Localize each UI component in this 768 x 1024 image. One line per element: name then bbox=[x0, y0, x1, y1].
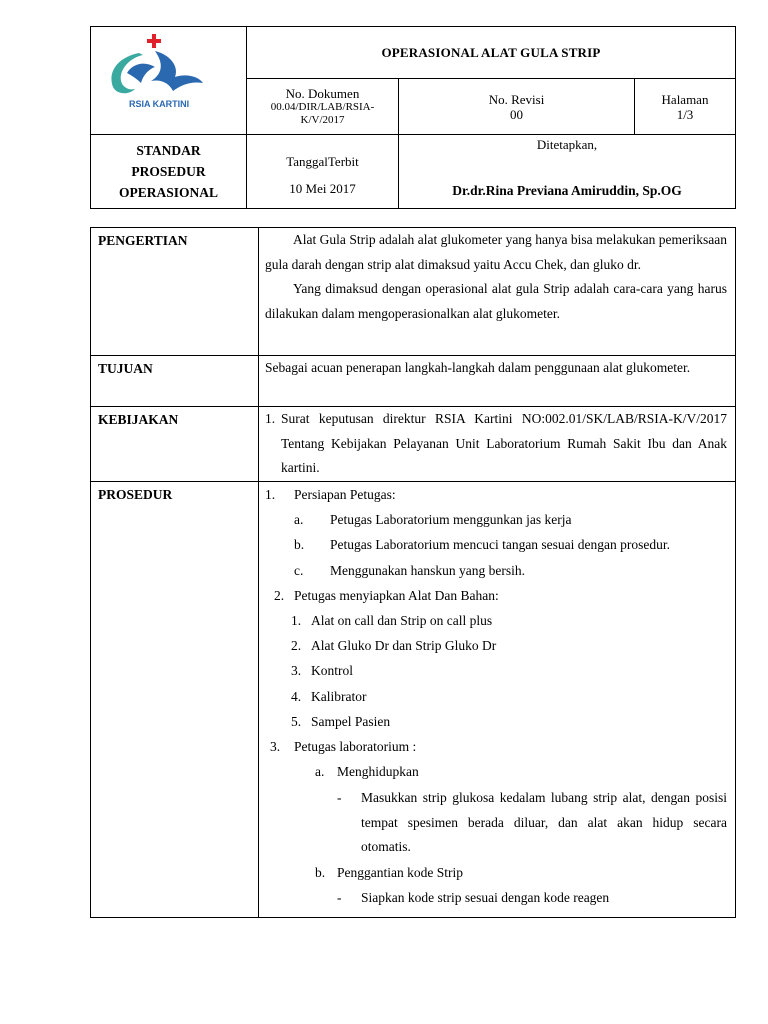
definition-label: PENGERTIAN bbox=[91, 228, 259, 356]
procedure-label: PROSEDUR bbox=[91, 482, 259, 918]
step-2-item-text: Alat on call dan Strip on call plus bbox=[311, 612, 493, 628]
step-2-item-text: Kalibrator bbox=[311, 688, 367, 704]
step-3-sub-a-dash: - bbox=[337, 790, 342, 806]
step-2-item bbox=[265, 633, 727, 658]
signatory-name: Dr.dr.Rina Previana Amiruddin, Sp.OG bbox=[452, 183, 682, 198]
step-2-item bbox=[265, 709, 727, 734]
definition-paragraph-1: Alat Gula Strip adalah alat glukometer yang hanya bisa melakukan pemeriksaan gula darah dengan strip alat dimaksud yaitu Accu Chek, dan gluko dr. bbox=[265, 232, 727, 272]
policy-content bbox=[259, 407, 736, 482]
step-3-sub-b-mark: b. bbox=[315, 864, 326, 880]
purpose-label: TUJUAN bbox=[91, 356, 259, 407]
step-1-item-mark: b. bbox=[294, 537, 305, 553]
step-2-item-mark: 1. bbox=[291, 612, 302, 628]
page-value: 1/3 bbox=[676, 106, 694, 122]
step-2-item-text: Sampel Pasien bbox=[311, 713, 391, 729]
step-1-item bbox=[265, 558, 727, 583]
step-1-item bbox=[265, 532, 727, 557]
policy-label: KEBIJAKAN bbox=[91, 407, 259, 482]
step-1-title: Persiapan Petugas: bbox=[294, 487, 396, 502]
step-2-number: 2. bbox=[274, 587, 285, 603]
revision-value: 00 bbox=[510, 106, 523, 122]
step-3-sub-a-text: Masukkan strip glukosa kedalam lubang strip alat, dengan posisi tempat spesimen berada diluar, dan alat akan hidup secara otomatis. bbox=[361, 790, 727, 855]
step-1-item-text: Petugas Laboratorium menggunkan jas kerja bbox=[330, 512, 572, 528]
issue-date-value: 10 Mei 2017 bbox=[289, 180, 356, 196]
policy-text: Surat keputusan direktur RSIA Kartini NO:002.01/SK/LAB/RSIA-K/V/2017 Tentang Kebijakan Pelayanan Unit Laboratorium Rumah Sakit Ibu dan Anak kartini. bbox=[281, 411, 727, 475]
sop-cell bbox=[91, 135, 247, 209]
definition-content bbox=[259, 228, 736, 356]
step-2-item bbox=[265, 608, 727, 633]
procedure-content bbox=[259, 482, 736, 918]
step-3-sub-a-title: Menghidupkan bbox=[337, 764, 419, 780]
step-3-sub-b bbox=[265, 860, 727, 885]
step-1 bbox=[265, 482, 727, 507]
sop-line3: OPERASIONAL bbox=[118, 185, 218, 200]
sop-line1: STANDAR bbox=[136, 143, 201, 158]
policy-number: 1. bbox=[265, 411, 276, 426]
step-3-sub-b-title: Penggantian kode Strip bbox=[337, 864, 463, 880]
step-1-number: 1. bbox=[265, 487, 276, 502]
step-1-item-text: Menggunakan hanskun yang bersih. bbox=[330, 562, 525, 578]
step-3-title: Petugas laboratorium : bbox=[294, 738, 417, 754]
sop-line2: PROSEDUR bbox=[131, 164, 206, 179]
step-2-item-text: Alat Gluko Dr dan Strip Gluko Dr bbox=[311, 638, 497, 654]
document-title: OPERASIONAL ALAT GULA STRIP bbox=[247, 27, 736, 79]
step-3-sub-b-dash: - bbox=[337, 889, 342, 905]
logo-cell bbox=[91, 27, 247, 135]
step-2 bbox=[265, 583, 727, 608]
step-2-item-mark: 4. bbox=[291, 688, 302, 704]
document-number-cell bbox=[247, 79, 399, 135]
step-3 bbox=[265, 734, 727, 759]
document-header bbox=[90, 26, 736, 209]
step-1-item-mark: a. bbox=[294, 512, 304, 528]
step-1-item-text: Petugas Laboratorium mencuci tangan sesuai dengan prosedur. bbox=[330, 537, 671, 553]
document-number-line1: 00.04/DIR/LAB/RSIA- bbox=[270, 101, 375, 113]
step-2-item-text: Kontrol bbox=[311, 663, 353, 679]
step-3-number: 3. bbox=[270, 738, 281, 754]
purpose-content bbox=[259, 356, 736, 407]
issue-date-cell bbox=[247, 135, 399, 209]
step-3-sub-a-detail bbox=[265, 786, 727, 860]
rsia-kartini-logo-icon bbox=[99, 33, 209, 107]
step-2-item bbox=[265, 658, 727, 683]
page-label: Halaman bbox=[661, 91, 709, 107]
step-3-sub-b-text: Siapkan kode strip sesuai dengan kode reagen bbox=[361, 889, 610, 905]
step-2-title: Petugas menyiapkan Alat Dan Bahan: bbox=[294, 587, 499, 603]
step-2-item-mark: 2. bbox=[291, 638, 302, 654]
step-3-sub-a bbox=[265, 759, 727, 784]
step-3-sub-a-mark: a. bbox=[315, 764, 325, 780]
definition-paragraph-2: Yang dimaksud dengan operasional alat gula Strip adalah cara-cara yang harus dilakukan dalam mengoperasionalkan alat glukometer. bbox=[265, 281, 727, 321]
document-number-label: No. Dokumen bbox=[285, 86, 360, 101]
logo-text: RSIA KARTINI bbox=[129, 99, 190, 109]
step-2-item bbox=[265, 684, 727, 709]
procedure-table bbox=[90, 227, 736, 918]
page-cell bbox=[635, 79, 736, 135]
purpose-text: Sebagai acuan penerapan langkah-langkah dalam penggunaan alat glukometer. bbox=[265, 360, 691, 375]
document-number-line2: K/V/2017 bbox=[300, 114, 345, 126]
issue-date-label: TanggalTerbit bbox=[286, 153, 359, 169]
step-2-item-mark: 5. bbox=[291, 713, 302, 729]
step-3-sub-b-detail bbox=[265, 885, 727, 910]
approval-cell bbox=[399, 135, 736, 209]
revision-label: No. Revisi bbox=[488, 91, 545, 107]
step-1-item-mark: c. bbox=[294, 562, 304, 578]
step-1-item bbox=[265, 507, 727, 532]
established-label: Ditetapkan, bbox=[536, 137, 598, 152]
revision-cell bbox=[399, 79, 635, 135]
step-2-item-mark: 3. bbox=[291, 663, 302, 679]
